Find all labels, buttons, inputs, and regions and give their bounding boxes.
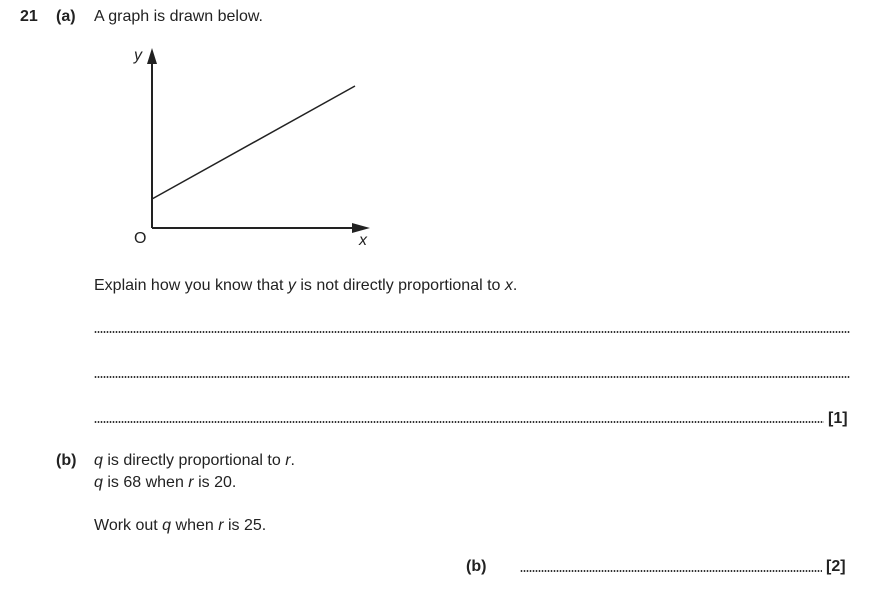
answer-line-3[interactable] xyxy=(94,421,824,423)
part-b-label: (b) xyxy=(56,452,77,469)
part-b-answer-label: (b) xyxy=(466,558,487,575)
y-axis xyxy=(147,48,157,228)
part-a-intro: A graph is drawn below. xyxy=(94,8,263,25)
y-axis-arrowhead xyxy=(147,48,157,64)
part-a-question: Explain how you know that y is not directly proportional to x. xyxy=(94,277,518,294)
x-axis-label: x xyxy=(359,232,367,249)
part-a-label: (a) xyxy=(56,8,76,25)
answer-line-2[interactable] xyxy=(94,376,850,378)
part-b-marks: [2] xyxy=(826,558,846,575)
question-number: 21 xyxy=(20,8,38,25)
part-b-question: Work out q when r is 25. xyxy=(94,517,267,534)
graph xyxy=(0,0,876,260)
y-axis-label: y xyxy=(134,47,142,64)
origin-label: O xyxy=(134,230,147,247)
part-b-answer-line[interactable] xyxy=(520,570,822,572)
answer-line-1[interactable] xyxy=(94,331,850,333)
x-axis xyxy=(152,223,370,233)
part-b-line-2: q is 68 when r is 20. xyxy=(94,474,237,491)
part-b-line-1: q is directly proportional to r. xyxy=(94,452,295,469)
graph-line xyxy=(152,86,355,199)
part-a-marks: [1] xyxy=(828,410,848,427)
